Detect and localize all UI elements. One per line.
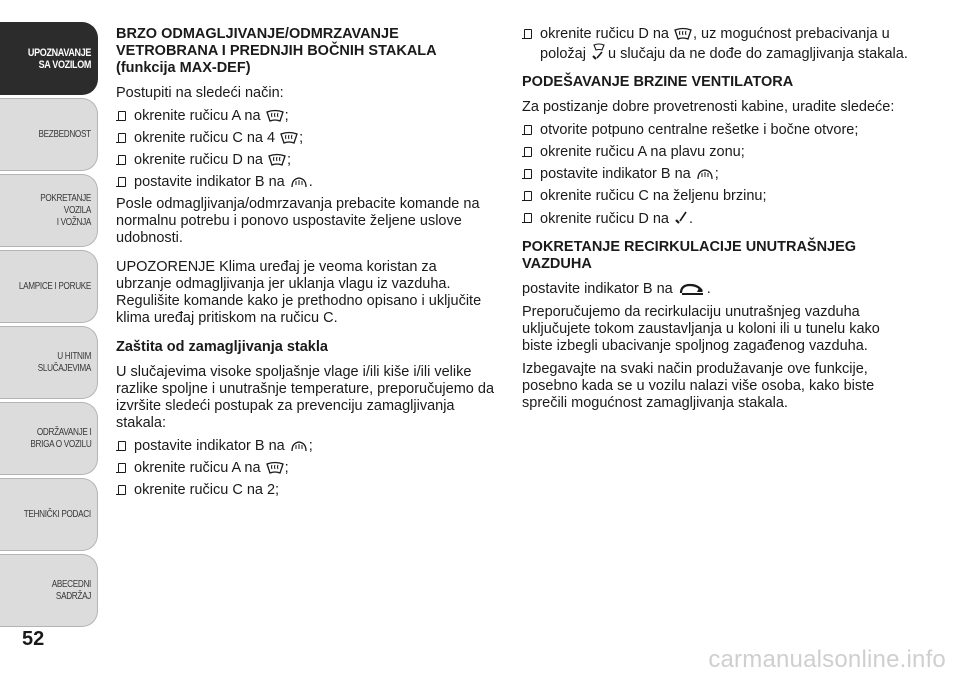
- tab-label: UPOZNAVANJE SA VOZILOM: [27, 46, 91, 71]
- tab-bezbednost[interactable]: [0, 98, 98, 171]
- list-item: postavite indikator B na .: [116, 174, 494, 191]
- chapter-tabs: [0, 22, 100, 628]
- tab-hitni[interactable]: [0, 326, 98, 399]
- list-item: okrenite ručicu C na 2;: [116, 482, 494, 499]
- section-heading: Zaštita od zamagljivanja stakla: [116, 339, 328, 355]
- tab-sadrzaj[interactable]: [0, 554, 98, 627]
- tab-label: ABECEDNI SADRŽAJ: [51, 578, 91, 602]
- checkbox-bullet-icon: [524, 169, 532, 179]
- checkbox-bullet-icon: [118, 441, 126, 451]
- list-item: okrenite ručicu D na .: [522, 210, 912, 228]
- tab-label: TEHNIČKI PODACI: [23, 508, 91, 520]
- tab-tehnicki[interactable]: [0, 478, 98, 551]
- tab-pokretanje[interactable]: [0, 174, 98, 247]
- tab-label: LAMPICE I PORUKE: [18, 280, 91, 292]
- paragraph: postavite indikator B na .: [522, 281, 711, 297]
- list-item: okrenite ručicu C na 4 ;: [116, 130, 494, 147]
- paragraph: U slučajevima visoke spoljašnje vlage i/ili kiše i/ili velike razlike spoljne i unutrašnje temperature, preporučujemo da izvršite sledeći postupak za prevenciju zamagljivanja stakala:: [116, 364, 495, 431]
- fresh-air-icon: [290, 439, 308, 453]
- tab-label: BEZBEDNOST: [38, 128, 91, 140]
- list-item: okrenite ručicu C na željenu brzinu;: [522, 188, 912, 205]
- fresh-air-icon: [290, 175, 308, 189]
- feet-airflow-icon: [674, 210, 688, 226]
- list-item: otvorite potpuno centralne rešetke i bočne otvore;: [522, 122, 912, 139]
- tab-label: U HITNIM SLUČAJEVIMA: [37, 350, 91, 374]
- checkbox-bullet-icon: [524, 29, 532, 39]
- paragraph: Izbegavajte na svaki način produžavanje ove funkcije, posebno kada se u vozilu nalazi više osoba, kako biste sprečili mogućnost zamagljivanja stakala.: [522, 361, 875, 411]
- list-item: okrenite ručicu A na ;: [116, 108, 494, 125]
- list-item: postavite indikator B na ;: [522, 166, 912, 183]
- checkbox-bullet-icon: [118, 133, 126, 143]
- paragraph: Posle odmagljivanja/odmrzavanja prebacite komande na normalnu potrebu i ponovo uspostavite željene uslove udobnosti.: [116, 196, 480, 246]
- checkbox-bullet-icon: [118, 177, 126, 187]
- recirculation-icon: [678, 282, 706, 296]
- windshield-defrost-icon: [268, 153, 286, 167]
- list-item: okrenite ručicu D na , uz mogućnost prebacivanja u položaj u slučaju da ne dođe do zamagljivanja stakala.: [522, 26, 912, 63]
- checkbox-bullet-icon: [524, 191, 532, 201]
- fresh-air-icon: [696, 167, 714, 181]
- section-heading: PODEŠAVANJE BRZINE VENTILATORA: [522, 74, 794, 90]
- section-heading: BRZO ODMAGLJIVANJE/ODMRZAVANJE VETROBRANA I PREDNJIH BOČNIH STAKALA (funkcija MAX-DEF): [116, 26, 437, 76]
- windshield-defrost-icon: [280, 131, 298, 145]
- checkbox-bullet-icon: [118, 463, 126, 473]
- windshield-defrost-icon: [266, 109, 284, 123]
- watermark: carmanualsonline.info: [708, 646, 946, 673]
- list-item: okrenite ručicu D na ;: [116, 152, 494, 169]
- checkbox-bullet-icon: [118, 485, 126, 495]
- section-heading: POKRETANJE RECIRKULACIJE UNUTRAŠNJEG VAZDUHA: [522, 239, 857, 272]
- checkbox-bullet-icon: [118, 111, 126, 121]
- paragraph: Za postizanje dobre provetrenosti kabine, uradite sledeće:: [522, 99, 895, 115]
- list-item: okrenite ručicu A na plavu zonu;: [522, 144, 912, 161]
- checkbox-bullet-icon: [524, 125, 532, 135]
- feet-defrost-icon: [591, 43, 607, 61]
- windshield-defrost-icon: [266, 461, 284, 475]
- list-item: okrenite ručicu A na ;: [116, 460, 494, 477]
- checkbox-bullet-icon: [524, 213, 532, 223]
- right-column: [522, 26, 912, 418]
- windshield-defrost-icon: [674, 27, 692, 41]
- tab-lampice[interactable]: [0, 250, 98, 323]
- list-item: postavite indikator B na ;: [116, 438, 494, 455]
- page-number: 52: [22, 628, 45, 650]
- tab-odrzavanje[interactable]: [0, 402, 98, 475]
- checkbox-bullet-icon: [524, 147, 532, 157]
- checkbox-bullet-icon: [118, 155, 126, 165]
- left-column: [116, 26, 494, 504]
- tab-label: POKRETANJE VOZILA I VOŽNJA: [40, 192, 91, 228]
- tab-upoznavanje[interactable]: [0, 22, 98, 95]
- tab-label: ODRŽAVANJE I BRIGA O VOZILU: [29, 426, 91, 450]
- paragraph: Postupiti na sledeći način:: [116, 85, 284, 101]
- paragraph: Preporučujemo da recirkulaciju unutrašnjeg vazduha uključujete tokom zaustavljanja u koloni ili u tunelu kako biste izbegli ubacivanje spoljnog zagađenog vazduha.: [522, 304, 880, 354]
- warning-paragraph: UPOZORENJE Klima uređaj je veoma koristan za ubrzanje odmagljivanja jer uklanja vlagu iz vazduha. Regulišite komande kako je prethodno opisano i uključite klima uređaj pritiskom na ručicu C.: [116, 259, 482, 326]
